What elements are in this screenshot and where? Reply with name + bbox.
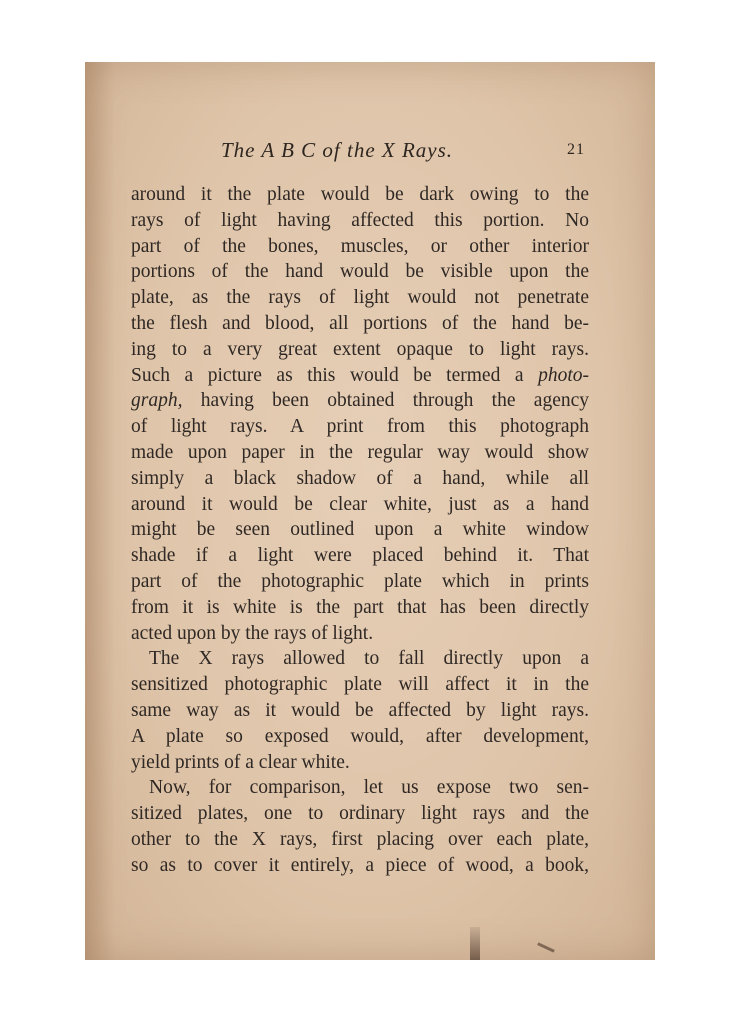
text-segment: Such a picture as this would be termed a <box>131 364 524 386</box>
text-line: same way as it would be affected by light rays. <box>131 699 589 721</box>
text-line: around it the plate would be dark owing to the <box>131 184 589 205</box>
text-line: acted upon by the rays of light. <box>131 622 374 644</box>
running-head <box>85 138 655 168</box>
text-line: so as to cover it entirely, a piece of wood, a book, <box>131 854 589 876</box>
scanned-page <box>85 62 655 960</box>
text-line: of light rays. A print from this photograph <box>131 416 589 438</box>
running-title: The A B C of the X Rays. <box>221 138 454 162</box>
text-line: made upon paper in the regular way would show <box>131 441 589 463</box>
page-wear-mark <box>470 927 480 960</box>
body-text <box>131 182 589 879</box>
text-line: The X rays allowed to fall directly upon a <box>149 648 589 670</box>
text-line: simply a black shadow of a hand, while all <box>131 467 589 489</box>
text-line: plate, as the rays of light would not penetrate <box>131 287 589 309</box>
text-line: other to the X rays, first placing over each plate, <box>131 828 589 850</box>
text-segment: having been obtained through the agency <box>200 390 590 412</box>
text-line: A plate so exposed would, after development, <box>131 725 589 747</box>
text-line: ing to a very great extent opaque to light rays. <box>131 338 589 360</box>
text-line: sitized plates, one to ordinary light rays and the <box>131 803 589 825</box>
text-line <box>131 388 589 414</box>
text-line: sensitized photographic plate will affect it in the <box>131 674 589 696</box>
text-line: around it would be clear white, just as a hand <box>131 493 589 515</box>
text-line: Now, for comparison, let us expose two sen- <box>149 777 589 799</box>
text-line: part of the photographic plate which in prints <box>131 570 589 592</box>
text-line: shade if a light were placed behind it. That <box>131 545 589 567</box>
text-line: the flesh and blood, all portions of the hand be- <box>131 312 589 334</box>
text-line: might be seen outlined upon a white window <box>131 519 589 541</box>
text-line: yield prints of a clear white. <box>131 751 350 773</box>
page-wear-mark <box>537 942 555 952</box>
text-line: from it is white is the part that has been directly <box>131 596 589 618</box>
text-line <box>131 363 589 389</box>
page-number: 21 <box>567 141 585 158</box>
text-line: rays of light having affected this portion. No <box>131 209 589 231</box>
italic-word: photo- <box>538 364 589 386</box>
text-line: portions of the hand would be visible upon the <box>131 261 589 283</box>
italic-word: graph, <box>131 390 183 412</box>
text-line: part of the bones, muscles, or other interior <box>131 235 589 257</box>
